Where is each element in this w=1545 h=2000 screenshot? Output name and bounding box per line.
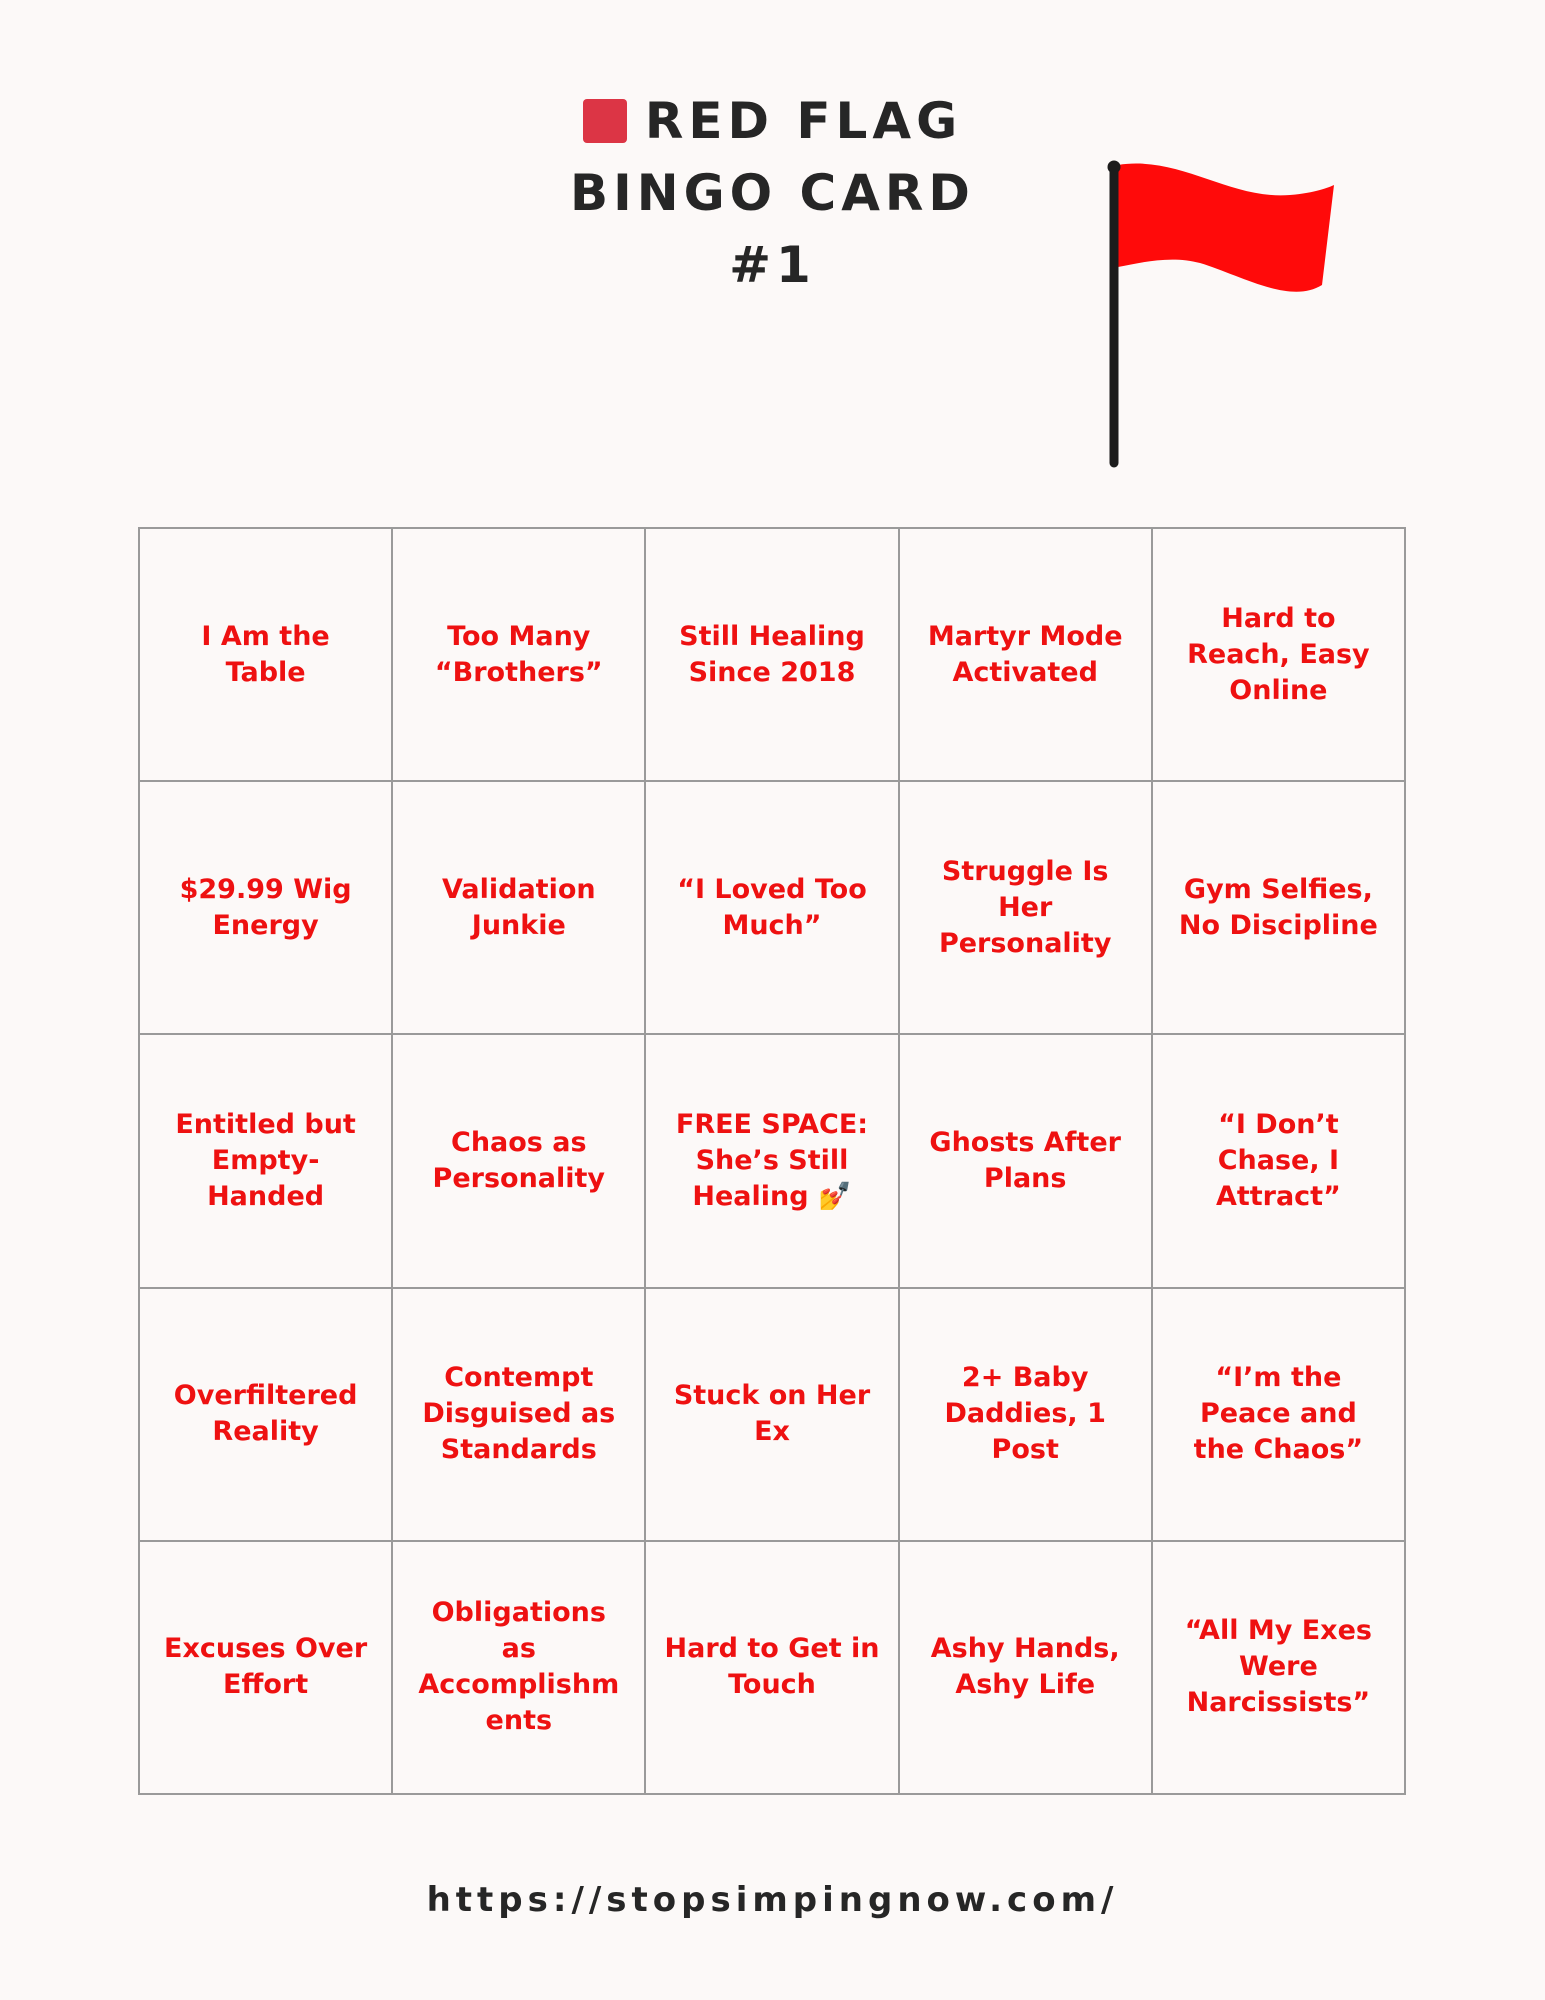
- title-red-flag: RED FLAG: [644, 92, 963, 150]
- bingo-cell: Gym Selfies, No Discipline: [1152, 781, 1405, 1034]
- bingo-cell: Contempt Disguised as Standards: [392, 1288, 645, 1541]
- bingo-cell: Validation Junkie: [392, 781, 645, 1034]
- bingo-cell: Martyr Mode Activated: [899, 528, 1152, 781]
- bingo-cell: Stuck on Her Ex: [645, 1288, 898, 1541]
- bingo-cell: “All My Exes Were Narcissists”: [1152, 1541, 1405, 1794]
- title-line-3: #1: [729, 236, 816, 294]
- bingo-cell: “I’m the Peace and the Chaos”: [1152, 1288, 1405, 1541]
- bingo-cell: Struggle Is Her Personality: [899, 781, 1152, 1034]
- bingo-cell: Still Healing Since 2018: [645, 528, 898, 781]
- title-line-2: BINGO CARD: [570, 164, 975, 222]
- bingo-cell: $29.99 Wig Energy: [139, 781, 392, 1034]
- bingo-cell: I Am the Table: [139, 528, 392, 781]
- red-flag-icon: [1090, 155, 1350, 475]
- bingo-cell: Obligations as Accomplishments: [392, 1541, 645, 1794]
- website-url: https://stopsimpingnow.com/: [426, 1880, 1119, 1920]
- bingo-cell: Chaos as Personality: [392, 1034, 645, 1287]
- bingo-cell: Ashy Hands, Ashy Life: [899, 1541, 1152, 1794]
- card-title: [480, 85, 1065, 301]
- bingo-cell: 2+ Baby Daddies, 1 Post: [899, 1288, 1152, 1541]
- bingo-cell: Ghosts After Plans: [899, 1034, 1152, 1287]
- bingo-cell: Overfiltered Reality: [139, 1288, 392, 1541]
- bingo-cell: Hard to Get in Touch: [645, 1541, 898, 1794]
- title-line-1: [480, 85, 1065, 157]
- free-space-cell: FREE SPACE: She’s Still Healing 💅: [645, 1034, 898, 1287]
- bingo-grid: [138, 527, 1406, 1795]
- bingo-cell: Too Many “Brothers”: [392, 528, 645, 781]
- bingo-cell: Hard to Reach, Easy Online: [1152, 528, 1405, 781]
- red-square-icon: [583, 99, 627, 143]
- bingo-cell: “I Loved Too Much”: [645, 781, 898, 1034]
- bingo-cell: Entitled but Empty-Handed: [139, 1034, 392, 1287]
- bingo-cell: Excuses Over Effort: [139, 1541, 392, 1794]
- bingo-cell: “I Don’t Chase, I Attract”: [1152, 1034, 1405, 1287]
